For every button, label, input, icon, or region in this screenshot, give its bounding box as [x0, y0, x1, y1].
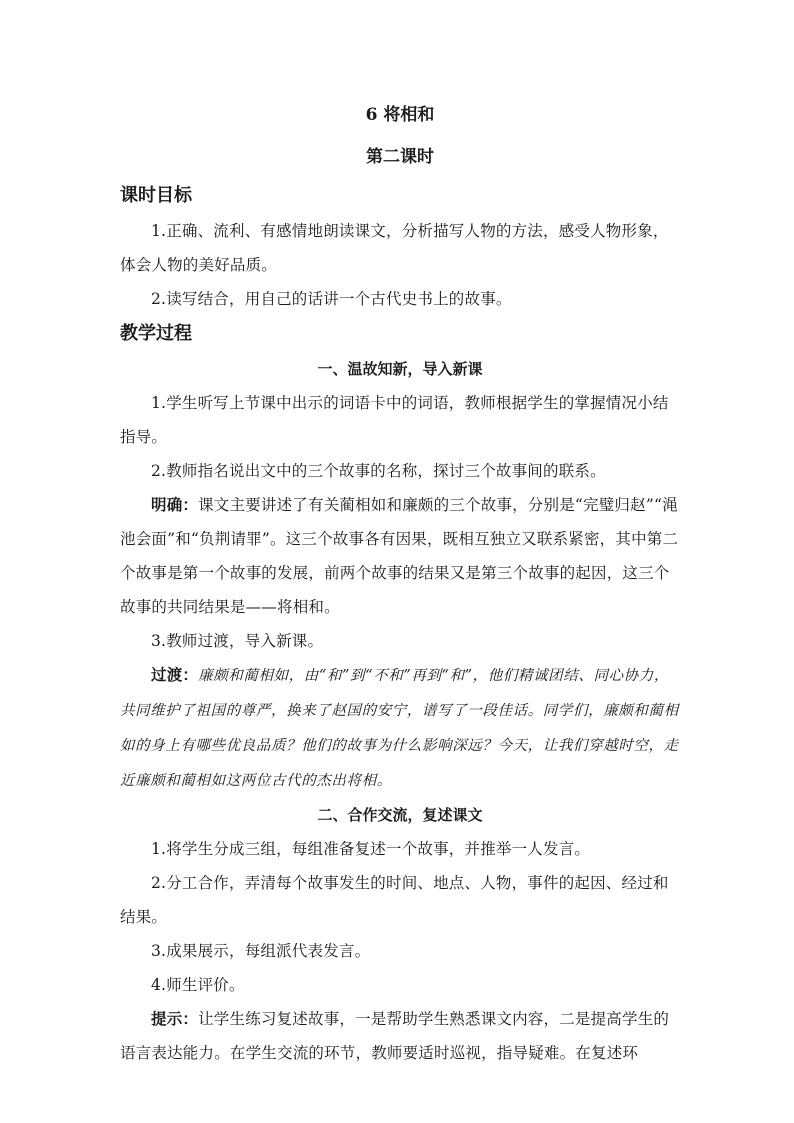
transition-paragraph [120, 658, 680, 798]
clarify-text: 课文主要讲述了有关蔺相如和廉颇的三个故事，分别是“完璧归赵”“渑池会面”和“负荆请罪”。这三个故事各有因果，既相互独立又联系紧密，其中第二个故事是第一个故事的发展，前两个故事的结果又是第三个故事的起因，这三个故事的共同结果是——将相和。 [120, 496, 679, 616]
tip-text: 让学生练习复述故事，一是帮助学生熟悉课文内容，二是提高学生的语言表达能力。在学生交流的环节，教师要适时巡视，指导疑难。在复述环 [120, 1010, 670, 1062]
tip-paragraph [120, 1002, 680, 1070]
part1-paragraph-1: 1.学生听写上节课中出示的词语卡中的词语，教师根据学生的掌握情况小结指导。 [120, 394, 669, 446]
section-heading-goals: 课时目标 [120, 185, 192, 206]
goal-paragraph-1: 1.正确、流利、有感情地朗读课文，分析描写人物的方法，感受人物形象，体会人物的美好品质。 [120, 222, 669, 274]
clarify-label: 明确： [151, 495, 199, 514]
transition-label: 过渡： [151, 665, 199, 684]
part1-paragraph-3: 3.教师过渡，导入新课。 [151, 632, 324, 650]
part2-paragraph-4: 4.师生评价。 [151, 976, 245, 994]
part1-heading: 一、温故知新，导入新课 [317, 360, 483, 378]
transition-text: 廉颇和蔺相如，由“和”到“不和”再到“和”，他们精诚团结、同心协力，共同维护了祖国的尊严，换来了赵国的安宁，谱写了一段佳话。同学们，廉颇和蔺相如的身上有哪些优良品质？他们的故事为什么影响深远？今天，让我们穿越时空，走近廉颇和蔺相如这两位古代的杰出将相。 [120, 668, 679, 789]
part1-paragraph-2: 2.教师指名说出文中的三个故事的名称，探讨三个故事间的联系。 [151, 462, 606, 480]
section-heading-process: 教学过程 [120, 323, 192, 344]
document-content [120, 98, 680, 1070]
page-subtitle: 第二课时 [366, 147, 434, 167]
part2-paragraph-2: 2.分工合作，弄清每个故事发生的时间、地点、人物，事件的起因、经过和结果。 [120, 874, 669, 926]
part2-heading: 二、合作交流，复述课文 [317, 806, 483, 824]
goal-paragraph-2: 2.读写结合，用自己的话讲一个古代史书上的故事。 [151, 290, 512, 308]
page-title: 6 将相和 [365, 105, 435, 125]
clarify-paragraph [120, 488, 680, 624]
part2-paragraph-1: 1.将学生分成三组，每组准备复述一个故事，并推举一人发言。 [151, 840, 591, 858]
part2-paragraph-3: 3.成果展示，每组派代表发言。 [151, 942, 371, 960]
tip-label: 提示： [151, 1009, 199, 1028]
